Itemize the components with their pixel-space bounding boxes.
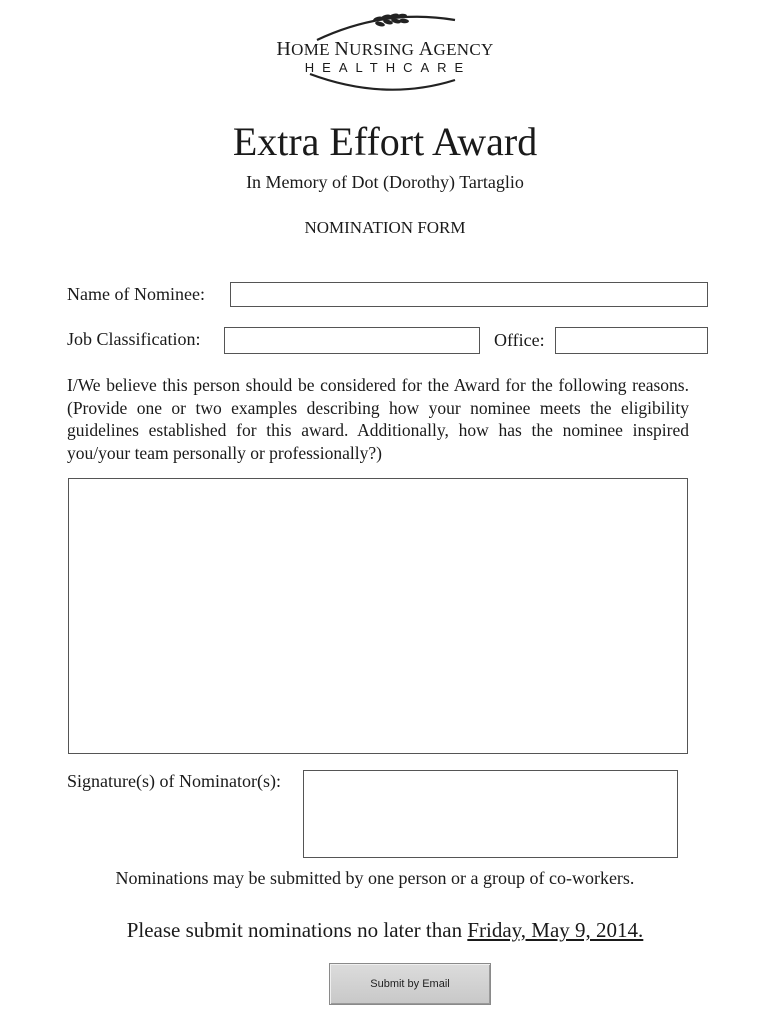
deadline-text — [0, 918, 770, 943]
page-title: Extra Effort Award — [232, 119, 538, 164]
office-input[interactable] — [555, 327, 708, 354]
logo-name: HOME NURSING AGENCY — [276, 38, 494, 60]
agency-logo — [255, 10, 515, 100]
reasons-textarea[interactable] — [68, 478, 688, 754]
reasons-prompt: I/We believe this person should be considered for the Award for the following reasons. (Provide one or two examples describing how your nominee meets the eligibility guidelines established for this award. Additionally, how has the nominee inspired you/your team personally or professionally?) — [67, 375, 689, 463]
signature-input[interactable] — [303, 770, 678, 858]
submit-by-email-button[interactable]: Submit by Email — [329, 963, 491, 1005]
deadline-date: Friday, May 9, 2014. — [467, 918, 644, 942]
job-classification-input[interactable] — [224, 327, 480, 354]
nominee-label: Name of Nominee: — [67, 284, 205, 304]
nominee-name-input[interactable] — [230, 282, 708, 307]
submission-note: Nominations may be submitted by one person or a group of co-workers. — [115, 868, 635, 888]
deadline-prefix: Please submit nominations no later than — [126, 918, 468, 942]
form-heading: NOMINATION FORM — [304, 218, 466, 237]
job-classification-label: Job Classification: — [67, 329, 201, 349]
signature-label: Signature(s) of Nominator(s): — [67, 771, 281, 791]
office-label: Office: — [494, 330, 545, 350]
page-subtitle: In Memory of Dot (Dorothy) Tartaglio — [246, 172, 524, 192]
logo-tagline: HEALTHCARE — [304, 60, 472, 75]
